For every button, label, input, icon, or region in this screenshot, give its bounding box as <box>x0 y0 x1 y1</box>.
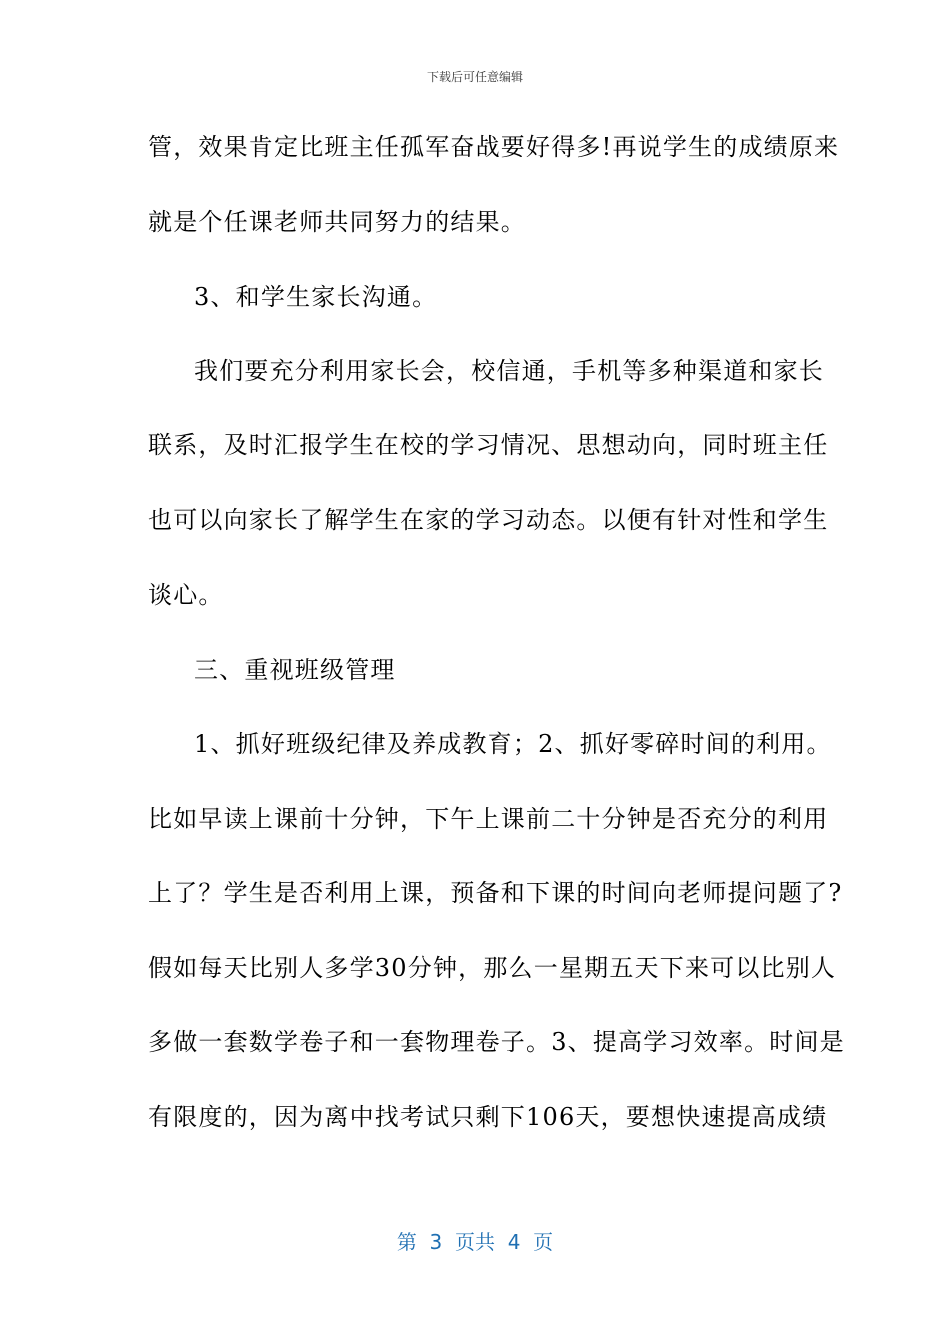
text-line: 我们要充分利用家长会，校信通，手机等多种渠道和家长 <box>194 357 824 385</box>
text-line: 管，效果肯定比班主任孤军奋战要好得多!再说学生的成绩原来 <box>148 133 840 161</box>
text-line: 多做一套数学卷子和一套物理卷子。3、提高学习效率。时间是 <box>148 1028 845 1056</box>
text-line: 就是个任课老师共同努力的结果。 <box>148 208 526 236</box>
text-line: 上了？学生是否利用上课，预备和下课的时间向老师提问题了? <box>148 879 843 907</box>
text-line: 有限度的，因为离中找考试只剩下106天，要想快速提高成绩 <box>148 1103 828 1131</box>
text-line: 谈心。 <box>148 581 224 609</box>
text-line: 比如早读上课前十分钟，下午上课前二十分钟是否充分的利用 <box>148 805 829 833</box>
text-line: 1、抓好班级纪律及养成教育；2、抓好零碎时间的利用。 <box>194 730 832 758</box>
header-note: 下载后可任意编辑 <box>426 70 523 84</box>
page-number: 第 3 页共 4 页 <box>396 1230 554 1254</box>
text-line: 联系，及时汇报学生在校的学习情况、思想动向，同时班主任 <box>148 431 829 459</box>
section-heading: 三、重视班级管理 <box>194 656 396 684</box>
text-line: 3、和学生家长沟通。 <box>194 283 438 311</box>
text-line: 也可以向家长了解学生在家的学习动态。以便有针对性和学生 <box>148 506 829 534</box>
text-line: 假如每天比别人多学30分钟，那么一星期五天下来可以比别人 <box>148 954 837 982</box>
